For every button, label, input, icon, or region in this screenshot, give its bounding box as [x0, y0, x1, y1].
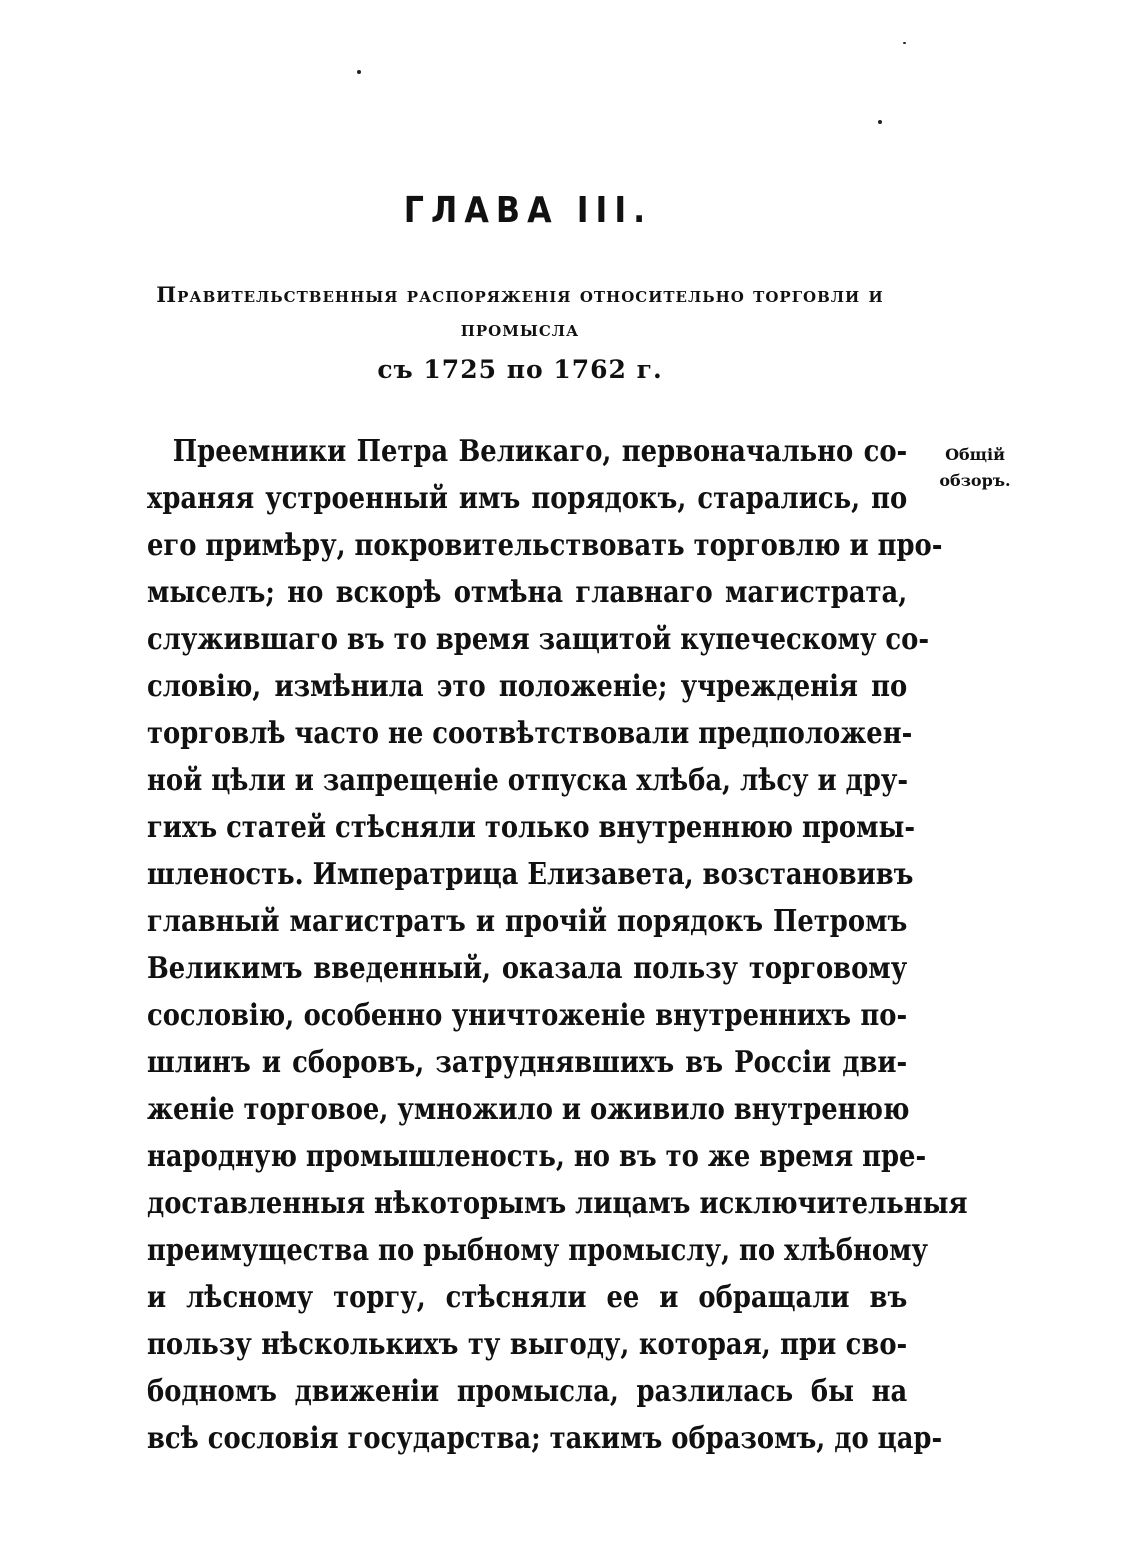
text-line: доставленныя нѣкоторымъ лицамъ исключительныя: [147, 1186, 968, 1221]
print-speck: [903, 42, 906, 44]
body-paragraph: [147, 428, 968, 1462]
chapter-date-range: съ 1725 по 1762 г.: [377, 355, 663, 384]
text-line: народную промышленость, но въ то же время пре-: [147, 1139, 927, 1174]
margin-note-line-2: обзоръ.: [939, 471, 1011, 490]
text-line: гихъ статей стѣсняли только внутреннюю промы-: [147, 810, 916, 845]
text-line: сословію, особенно уничтоженіе внутреннихъ по-: [147, 998, 908, 1033]
text-line: бодномъ движеніи промысла, разлилась бы на: [147, 1374, 908, 1409]
chapter-title: ГЛАВА III.: [403, 190, 653, 231]
margin-note: [930, 442, 1020, 494]
text-line: Великимъ введенный, оказала пользу торговому: [147, 951, 908, 986]
text-line: и лѣсному торгу, стѣсняли ее и обращали въ: [147, 1280, 908, 1315]
text-line: храняя устроенный имъ порядокъ, старались, по: [147, 481, 908, 516]
print-speck: [878, 120, 882, 124]
text-line: Преемники Петра Великаго, первоначально со-: [172, 434, 908, 469]
text-line: его примѣру, покровительствовать торговлю и про-: [147, 528, 943, 563]
chapter-subtitle-line-2: промысла: [460, 316, 580, 341]
text-line: шлинъ и сборовъ, затруднявшихъ въ Россіи дви-: [147, 1045, 908, 1080]
text-line: мыселъ; но вскорѣ отмѣна главнаго магистрата,: [147, 575, 908, 610]
text-line: пользу нѣсколькихъ ту выгоду, которая, при сво-: [147, 1327, 908, 1362]
text-line: всѣ сословія государства; такимъ образомъ, до цар-: [147, 1421, 943, 1456]
text-line: служившаго въ то время защитой купеческому со-: [147, 622, 930, 657]
text-line: главный магистратъ и прочій порядокъ Петромъ: [147, 904, 908, 939]
text-line: торговлѣ часто не соотвѣтствовали предположен-: [147, 716, 913, 751]
text-line: шленость. Императрица Елизавета, возстановивъ: [147, 857, 914, 892]
print-speck: [357, 70, 361, 74]
chapter-subtitle-line-1: Правительственныя распоряженія относительно торговли и: [156, 282, 884, 307]
text-line: словію, измѣнила это положеніе; учрежденія по: [147, 669, 908, 704]
margin-note-line-1: Общій: [945, 445, 1005, 464]
text-line: женіе торговое, умножило и оживило внутренюю: [147, 1092, 910, 1127]
text-line: ной цѣли и запрещеніе отпуска хлѣба, лѣсу и дру-: [147, 763, 909, 798]
text-line: преимущества по рыбному промыслу, по хлѣбному: [147, 1233, 929, 1268]
